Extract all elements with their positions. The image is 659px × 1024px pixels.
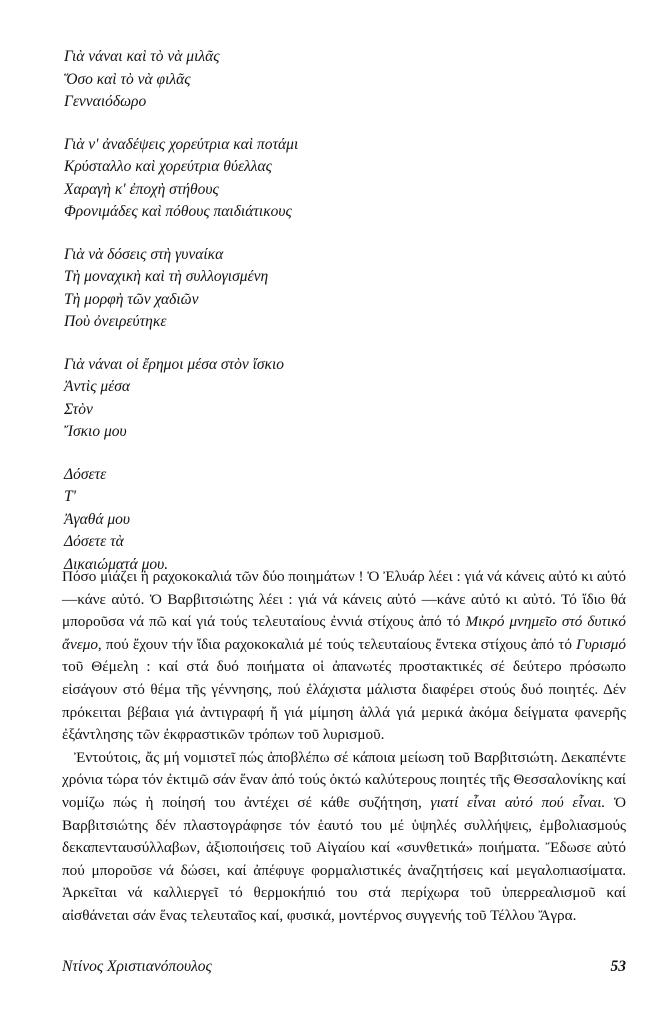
poem-stanza <box>64 354 584 444</box>
poem-line: Γιὰ ν' ἀναδέψεις χορεύτρια καὶ ποτάμι <box>64 135 299 153</box>
poem-line: Κρύσταλλο καὶ χορεύτρια θύελλας <box>64 158 272 175</box>
commentary-text <box>62 566 626 928</box>
poem-line: Γιὰ νάναι οἱ ἔρημοι μέσα στὸν ἴσκιο <box>64 355 285 373</box>
author-name: Ντίνος Χριστιανόπουλος <box>62 958 212 975</box>
page-footer <box>62 958 626 976</box>
poem-line: Φρονιμάδες καὶ πόθους παιδιάτικους <box>64 203 292 220</box>
poem-stanza <box>64 244 584 334</box>
text-run: Ὁ Βαρβιτσιώτης δέν πλαστογράφησε τόν ἑαυτό του μέ ὑψηλές συλλήψεις, ἐμβολιασμούς δεκαπενταυσύλλαβων, ἀξιοποιήσεις τοῦ Αἰγαίου καί «συνθετικά» ποιήματα. Ἔδωσε αὐτό πού μποροῦσε νά δώσει, καί ἀπέφυγε φορμαλιστικές ἀναζητήσεις καί μεγαλοπιασίματα. Ἀρκεῖται νά καλλιεργεῖ τό θερμοκήπιό του στά περίχωρα τοῦ ὑπερρεαλισμοῦ καί αἰσθάνεται σάν ἕνας τελευταῖος καί, φυσικά, μοντέρνος συγγενής τοῦ Τέλλου Ἄγρα. <box>62 793 627 924</box>
page-number: 53 <box>610 958 626 975</box>
text-run: τοῦ Θέμελη : καί στά δυό ποιήματα οἱ ἀπανωτές προστακτικές σέ δεύτερο πρόσωπο εἰσάγουν στό θέμα τῆς γέννησης, πού ἐλάχιστα μάλιστα διαφέρει στούς δυό ποιητές. Δέν πρόκειται βέβαια γιά ἀντιγραφή ἤ γιά μίμηση ἀλλά γιά μερικά ἀκόμα δείγματα φανερῆς ἐξάντλησης τῶν ἐκφραστικῶν τρόπων τοῦ λυρισμοῦ. <box>62 658 626 744</box>
poem-line: Τὴ μοναχικὴ καὶ τὴ συλλογισμένη <box>64 268 269 285</box>
poem-line: Γιὰ νάναι καὶ τὸ νὰ μιλᾶς <box>64 48 220 65</box>
poem-line: Χαραγὴ κ' ἐποχὴ στήθους <box>64 180 219 198</box>
poem-stanza <box>64 464 584 577</box>
poem-line: Δόσετε <box>64 465 107 483</box>
poem-line: Ἀντὶς μέσα <box>64 378 131 395</box>
poem-line: Στὸν <box>64 400 93 418</box>
text-run-italic: Μικρό μνημεῖο στό δυτικό ἄνεμο <box>62 613 626 653</box>
text-run: Ἐντούτοις, ἄς μή νομιστεῖ πώς ἀποβλέπω σέ κάποια μείωση τοῦ Βαρβιτσιώτη. Δεκαπέντε χρόνια τώρα τόν ἐκτιμῶ σάν ἕναν ἀπό τούς ὀκτώ καλύτερους ποιητές τῆς Θεσσαλονίκης καί νομίζω πώς ἡ ποίησή του ἀντέχει σέ κάθε συζήτηση, <box>62 748 626 811</box>
poem-line: Γενναιόδωρο <box>64 93 147 110</box>
poem-line: Ὅσο καὶ τὸ νὰ φιλᾶς <box>64 70 191 88</box>
text-run: , πού ἔχουν τήν ἴδια ραχοκοκαλιά μέ τούς τελευταίους ἔντεκα στίχους ἀπό τό <box>97 635 577 653</box>
paragraph-1 <box>62 566 626 747</box>
text-run: Πόσο μιάζει ἡ ραχοκοκαλιά τῶν δύο ποιημάτων ! Ὁ Ἐλυάρ λέει : γιά νά κάνεις αὐτό κι αὐτό—κάνε αὐτό. Ὁ Βαρβιτσιώτης λέει : γιά νά κάνεις αὐτό —κάνε αὐτό κι αὐτό. Τό ἴδιο θά μποροῦσα νά πῶ καί γιά τούς τελευταίους ἐννιά στίχους ἀπό τό <box>62 568 626 631</box>
poem-stanza <box>64 134 584 224</box>
text-run-italic: γιατί εἶναι αὐτό πού εἶναι. <box>430 793 606 811</box>
poem-line: Ἀγαθά μου <box>64 510 130 528</box>
text-run-italic: Γυρισμό <box>576 635 626 653</box>
poem-line: Δικαιώματά μου. <box>64 555 169 573</box>
poem-line: Ἴσκιο μου <box>64 423 127 440</box>
poem-stanza <box>64 46 584 114</box>
poem-line: Τὴ μορφὴ τῶν χαδιῶν <box>64 290 199 308</box>
poem-line: Ποὺ ὀνειρεύτηκε <box>64 313 167 330</box>
paragraph-2 <box>62 747 626 928</box>
poem-line: Τ' <box>64 488 76 505</box>
poem-quotation <box>64 46 584 596</box>
poem-line: Δόσετε τὰ <box>64 533 124 550</box>
poem-line: Γιὰ νὰ δόσεις στὴ γυναίκα <box>64 245 224 263</box>
